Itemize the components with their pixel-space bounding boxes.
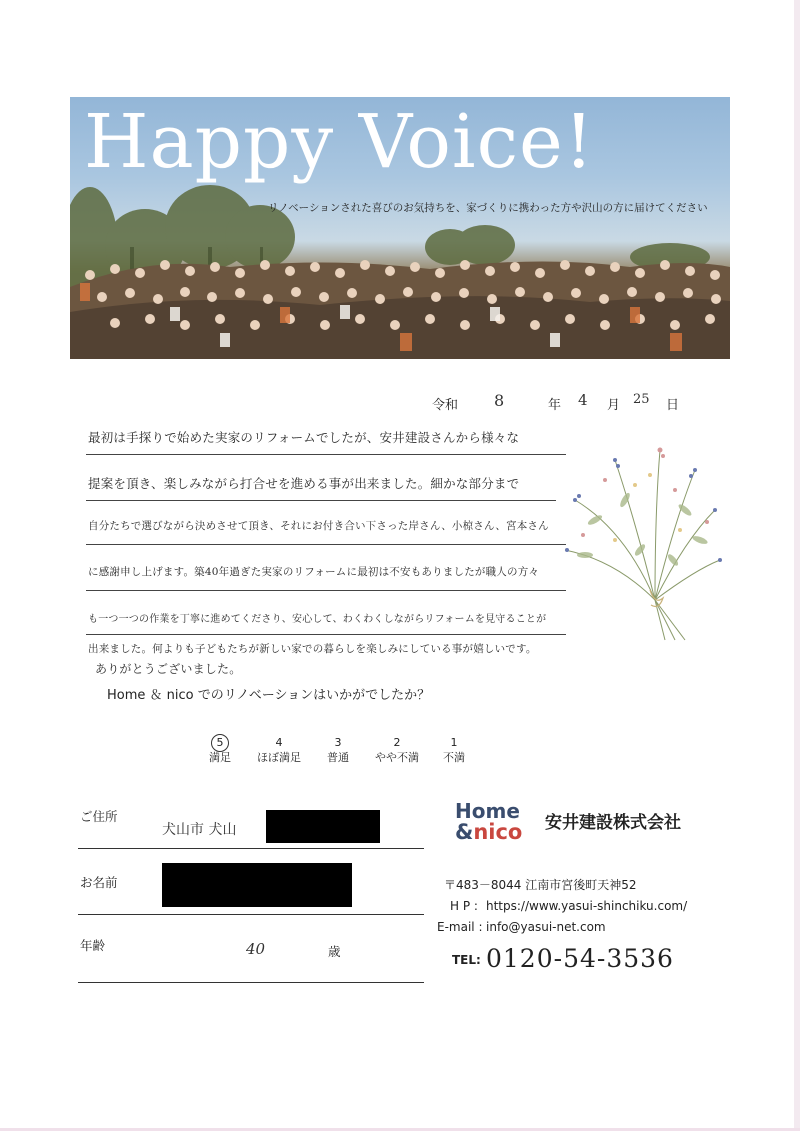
rating-label: ほぼ満足 [257,751,301,764]
letter-line: 自分たちで選びながら決めさせて頂き、それにお付き合い下さった岸さん、小椋さん、宮本さん [88,520,549,532]
rule-line [86,634,566,635]
selected-circle-mark [211,734,229,752]
date-year-unit: 年 [548,398,562,413]
hero-subtitle: リノベーションされた喜びのお気持ちを、家づくりに携わった方や沢山の方に届けてください [268,202,708,214]
rating-option-3[interactable] [308,736,368,766]
address-underline [78,848,424,849]
letter-line: ありがとうございました。 [95,662,242,676]
letter-line: に感謝申し上げます。築40年過ぎた実家のリフォームに最初は不安もありましたが職人の方々 [88,566,540,578]
age-label: 年齢 [80,938,106,953]
rating-value: 1 [450,736,458,749]
survey-question: Home ＆ nico でのリノベーションはいかがでしたか？ [107,688,431,703]
rating-scale [0,736,800,776]
date-era: 令和 [432,398,459,413]
email-label: E-mail : [437,920,483,934]
rating-option-4[interactable] [249,736,309,766]
date-row [0,391,800,415]
age-unit: 歳 [328,944,341,959]
letter-line: 最初は手探りで始めた実家のリフォームでしたが、安井建設さんから様々な [88,430,520,445]
date-month-unit: 月 [607,398,621,413]
tel-label: TEL: [452,953,481,967]
name-label: お名前 [80,875,118,890]
rating-label: 満足 [209,751,231,764]
letter-line: も一つ一つの作業を丁寧に進めてくださり、安心して、わくわくしながらリフォームを見守ることが [88,614,547,625]
age-underline [78,982,424,983]
rating-option-5[interactable] [190,736,250,766]
address-redaction [266,810,380,843]
rating-option-1[interactable] [424,736,484,766]
logo-nico-line [455,820,522,844]
rating-value: 5 [216,736,224,749]
name-redaction [162,863,352,907]
email-link[interactable]: info@yasui-net.com [486,920,606,934]
rule-line [86,454,566,455]
letter-line: 出来ました。何よりも子どもたちが新しい家での暮らしを楽しみにしている事が嬉しいです。 [88,643,537,655]
rating-value: 4 [275,736,283,749]
date-day: 25 [633,392,650,407]
home-nico-logo [455,799,535,845]
hero-title: Happy Voice! [84,99,595,185]
rating-label: 普通 [327,751,349,764]
name-underline [78,914,424,915]
date-day-unit: 日 [666,398,680,413]
date-year: 8 [494,391,505,410]
page-edge [794,0,800,1131]
date-month: 4 [578,391,588,409]
tel-number[interactable]: 0120-54-3536 [486,944,674,973]
address-label: ご住所 [80,809,118,824]
rating-label: 不満 [443,751,465,764]
rule-line [86,590,566,591]
company-address: 〒483－8044 江南市宮後町天神52 [444,878,637,892]
company-name: 安井建設株式会社 [545,813,681,833]
logo-nico-text: nico [473,820,523,844]
rating-label: やや不満 [375,751,419,764]
rating-value: 2 [393,736,401,749]
rule-line [86,544,566,545]
rating-value: 3 [334,736,342,749]
logo-home-text: Home [455,799,520,823]
hp-link[interactable]: https://www.yasui-shinchiku.com/ [486,899,688,913]
rule-line [86,500,556,501]
age-value: 40 [246,940,266,958]
flower-bouquet-illustration [555,440,725,645]
rating-option-2[interactable] [367,736,427,766]
address-value: 犬山市 犬山 [162,822,237,838]
logo-amp: & [455,820,474,844]
letter-line: 提案を頂き、楽しみながら打合せを進める事が出来ました。細かな部分まで [88,476,520,491]
hp-label: H P : [450,899,478,913]
hero-photo-banner [70,97,730,359]
